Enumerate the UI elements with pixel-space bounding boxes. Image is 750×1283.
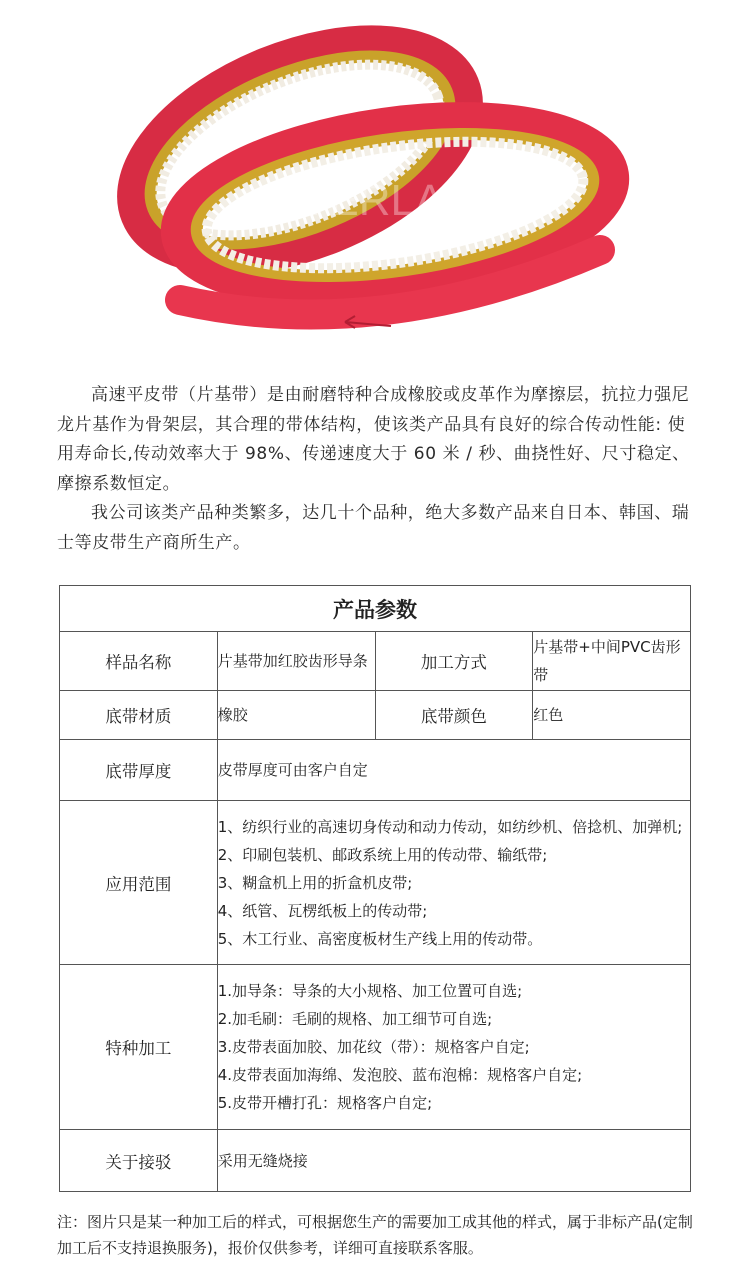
application-item: 3、糊盒机上用的折盒机皮带; xyxy=(217,873,413,892)
table-title: 产品参数 xyxy=(60,586,691,632)
special-item: 5.皮带开槽打孔：规格客户自定; xyxy=(217,1094,433,1112)
special-list xyxy=(217,965,690,1130)
product-photo xyxy=(0,0,750,372)
special-item: 2.加毛刷：毛刷的规格、加工细节可自选; xyxy=(217,1010,493,1028)
special-item: 4.皮带表面加海绵、发泡胶、蓝布泡棉：规格客户自定; xyxy=(217,1066,583,1084)
application-list xyxy=(217,801,690,965)
process-value: 片基带+中间PVC齿形带 xyxy=(533,632,691,691)
material-label: 底带材质 xyxy=(60,691,218,740)
watermark: VERLA 荣 xyxy=(300,176,499,225)
special-item: 3.皮带表面加胶、加花纹（带）：规格客户自定; xyxy=(217,1038,530,1056)
color-value: 红色 xyxy=(533,691,691,740)
thickness-label: 底带厚度 xyxy=(60,740,218,801)
application-item: 4、纸管、瓦楞纸板上的传动带; xyxy=(217,901,428,920)
splice-value: 采用无缝烧接 xyxy=(217,1130,690,1192)
application-item: 1、纺织行业的高速切身传动和动力传动，如纺纱机、倍捻机、加弹机; xyxy=(217,817,683,836)
intro-paragraph-1: 高速平皮带（片基带）是由耐磨特种合成橡胶或皮革作为摩擦层，抗拉力强尼龙片基作为骨架层，其合理的带体结构，使该类产品具有良好的综合传动性能: 使用寿命长,传动效率大于 98%、传递速度大于 60 米 / 秒、曲挠性好、尺寸稳定、摩擦系数恒定。 xyxy=(57,385,690,494)
thickness-value: 皮带厚度可由客户自定 xyxy=(217,740,690,801)
special-item: 1.加导条：导条的大小规格、加工位置可自选; xyxy=(217,982,523,1000)
color-label: 底带颜色 xyxy=(375,691,533,740)
application-label: 应用范围 xyxy=(60,801,218,965)
process-label: 加工方式 xyxy=(375,632,533,691)
intro-paragraph-2: 我公司该类产品种类繁多，达几十个品种，绝大多数产品来自日本、韩国、瑞士等皮带生产商所生产。 xyxy=(57,503,690,553)
special-label: 特种加工 xyxy=(60,965,218,1130)
footnote: 注：图片只是某一种加工后的样式，可根据您生产的需要加工成其他的样式，属于非标产品(定制加工后不支持退换服务)，报价仅供参考，详细可直接联系客服。 xyxy=(57,1213,693,1257)
application-item: 2、印刷包装机、邮政系统上用的传动带、输纸带; xyxy=(217,845,548,864)
application-item: 5、木工行业、高密度板材生产线上用的传动带。 xyxy=(217,929,543,948)
product-params-table xyxy=(59,585,691,1192)
splice-label: 关于接驳 xyxy=(60,1130,218,1192)
belt-illustration xyxy=(0,0,750,372)
sample-value: 片基带加红胶齿形导条 xyxy=(217,632,375,691)
sample-label: 样品名称 xyxy=(60,632,218,691)
material-value: 橡胶 xyxy=(217,691,375,740)
intro-text xyxy=(57,381,697,558)
